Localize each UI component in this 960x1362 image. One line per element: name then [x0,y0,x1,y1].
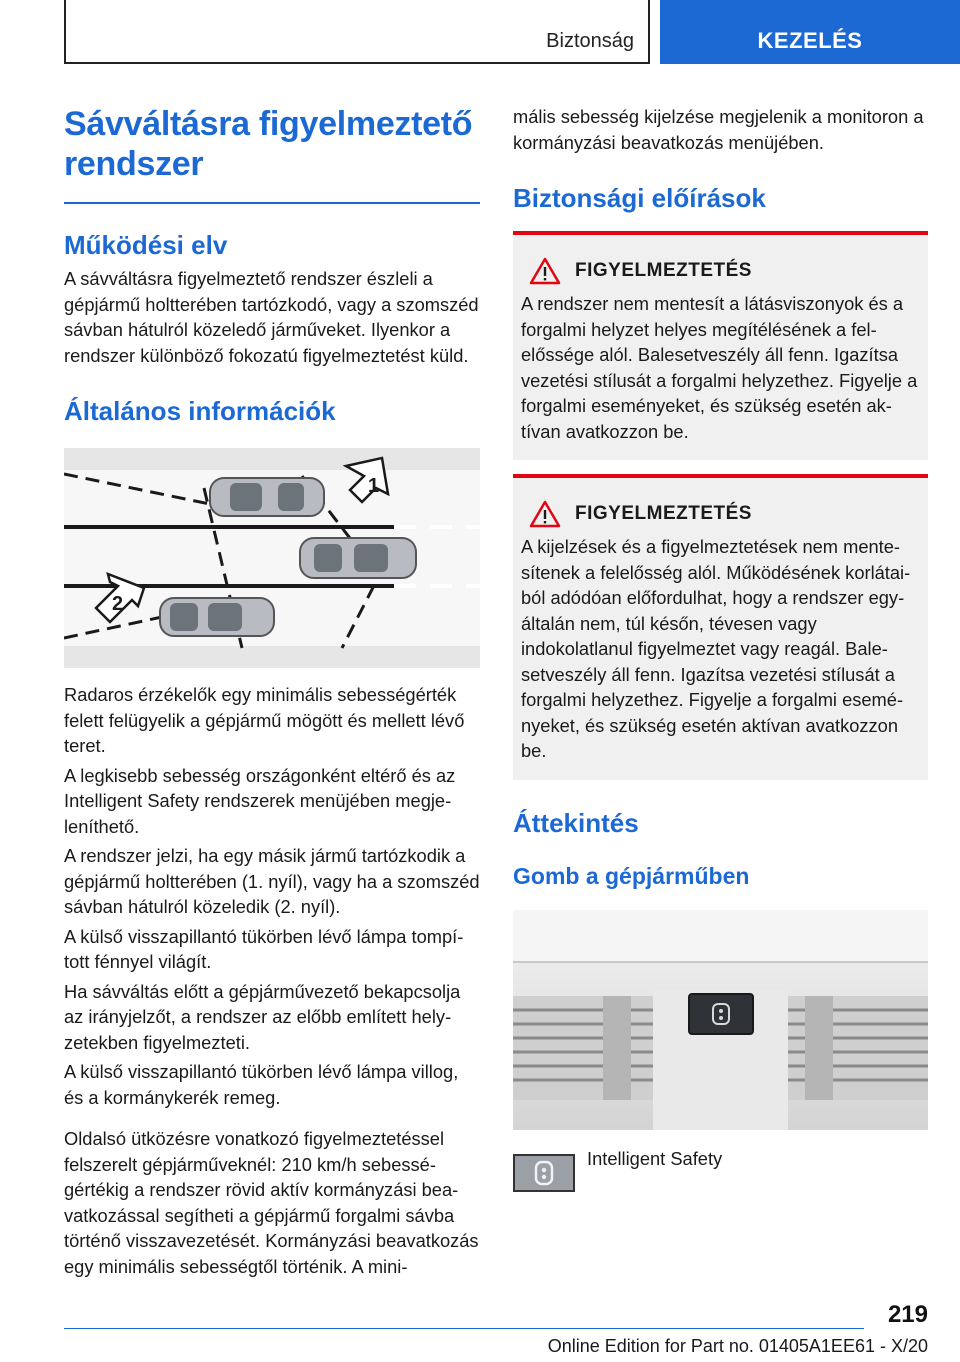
road-diagram-graphic [64,448,480,668]
header-section-box [64,0,650,64]
general-p7: Oldalsó ütközésre vonatkozó figyelmeztetéssel felszerelt gépjárműveknél: 210 km/h sebességértékig a rendszer rövid aktív kormányzási beavatkozással segítheti a gépjármű forgalmi sávba történő visszavezetését. Kormányzási beavatkozás egy minimális sebességtől történik. A mini- [64,1128,479,1277]
heading-overview: Áttekintés [513,807,639,838]
footer-divider [64,1328,864,1329]
blind-spot-diagram [64,448,480,668]
vehicle-blind-spot [210,478,324,516]
left-column [64,104,480,1279]
warning-title: FIGYELMEZTETÉS [575,503,752,524]
warning-title: FIGYELMEZTETÉS [575,260,752,281]
arrow-2-label: 2 [112,593,124,615]
warning-triangle-icon [529,257,561,285]
vehicle-own [300,538,416,578]
warning-box-2 [513,474,928,780]
header-chapter-tab [660,0,960,64]
intelligent-safety-icon [513,1154,575,1192]
general-p5: Ha sávváltás előtt a gépjárművezető bekapcsolja az irányjelzőt, a rendszer az előbb említett helyzetekben figyelmezteti. [64,980,461,1053]
general-p7-continued: mális sebesség kijelzése megjelenik a monitoron a kormányzási beavatkozás menüjében. [513,106,924,153]
left-air-vent [513,996,653,1100]
general-p2: A legkisebb sebesség országonként eltérő és az Intelligent Safety rendszerek menüjében megjeleníthető. [64,764,456,837]
symbol-row [513,1147,928,1192]
general-p6: A külső visszapillantó tükörben lévő lámpa villog, és a kormánykerék remeg. [64,1061,459,1108]
header-chapter-label: KEZELÉS [757,28,863,53]
vehicle-approaching [160,598,274,636]
intelligent-safety-button [689,994,753,1034]
dashboard-vents-graphic [513,910,928,1130]
general-p4: A külső visszapillantó tükörben lévő lámpa tompított fénnyel világít. [64,925,464,972]
warning-box-1 [513,231,928,460]
symbol-label: Intelligent Safety [587,1147,723,1169]
warning-text: A rendszer nem mentesít a látásviszonyok és a forgalmi helyzet helyes megítélésének a felelőssége alól. Balesetveszély áll fenn. Igazítsa vezetési stílusát a forgalmi helyzethez. Figyelje a forgalmi eseményeket, és szükség esetén aktívan avatkozzon be. [521,293,918,442]
heading-safety: Biztonsági előírások [513,183,766,213]
page-title: Sávváltásra figyelmeztető rendszer [64,105,473,183]
heading-principle: Működési elv [64,230,228,260]
general-p3: A rendszer jelzi, ha egy másik jármű tartózkodik a gépjármű holtterében (1. nyíl), vagy ha a szomszéd sávban hátulról közeledik (2. nyíl). [64,845,480,917]
title-divider [64,202,480,204]
warning-triangle-icon [529,500,561,528]
warning-text: A kijelzések és a figyelmeztetések nem mentesítenek a felelősség alól. Működésének korlátaiból adódóan előfordulhat, hogy a rendszer egyáltalán nem, túl későn, tévesen vagy indokolatlanul figyelmeztet vagy reagál. Balesetveszély áll fenn. Igazítsa vezetési stílusát a forgalmi helyzethez. Figyelje a forgalmi eseményeket, és szükség esetén aktívan avatkozzon be. [521,536,911,761]
button-location-photo [513,910,928,1130]
arrow-1-label: 1 [368,475,380,497]
heading-button: Gomb a gépjárműben [513,862,750,889]
footer-edition: Online Edition for Part no. 01405A1EE61 - X/20 [547,1336,928,1356]
heading-general: Általános információk [64,396,336,426]
principle-text: A sávváltásra figyelmeztető rendszer észleli a gépjármű holtterében tartózkodó, vagy a szomszéd sávban hátulról közeledő járműveket. Ilyenkor a rendszer különböző fokozatú figyelmeztetést küld. [64,268,479,366]
right-column [513,104,928,1192]
page-number: 219 [887,1301,928,1328]
header-section-title: Biztonság [546,30,634,52]
right-air-vent [788,996,928,1100]
general-p1: Radaros érzékelők egy minimális sebességérték felett felügyelik a gépjármű mögött és mellett lévő teret. [64,684,465,756]
